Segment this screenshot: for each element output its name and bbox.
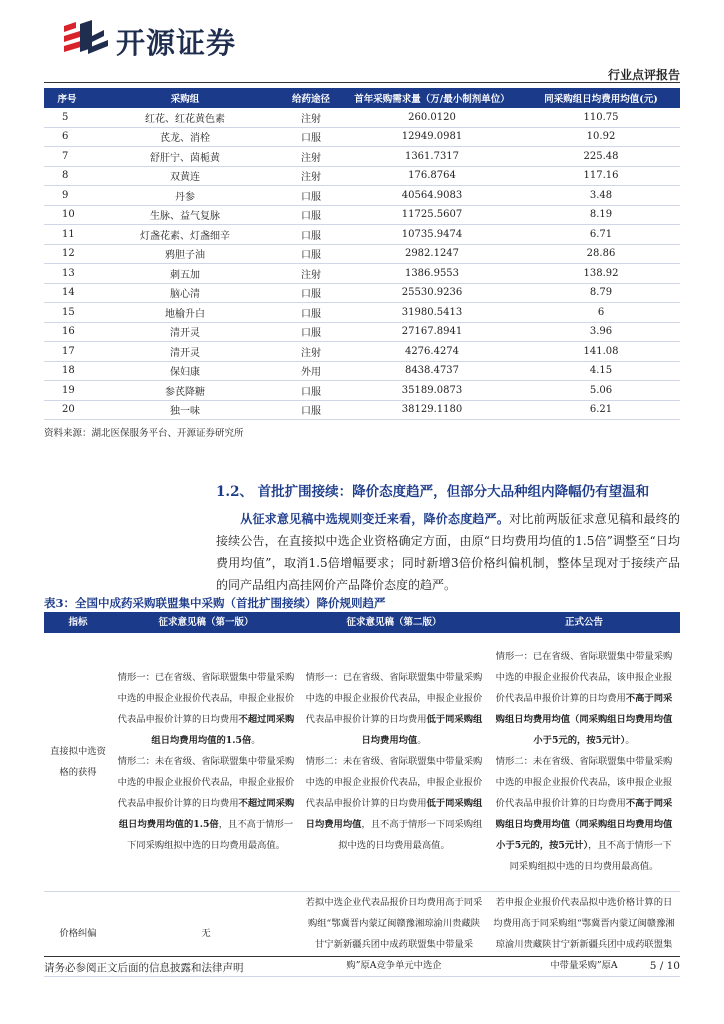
table-cell: 8.79 xyxy=(522,283,680,303)
table-row xyxy=(44,186,680,206)
table-cell: 鸦胆子油 xyxy=(90,244,280,264)
table-cell: 清开灵 xyxy=(90,322,280,342)
row-label: 直接拟中选资格的获得 xyxy=(44,633,112,891)
company-logo xyxy=(58,18,236,64)
table-cell: 口服 xyxy=(280,205,342,225)
table-cell: 注射 xyxy=(280,342,342,362)
table-row xyxy=(44,166,680,186)
table-source: 资料来源：湖北医保服务平台、开源证券研究所 xyxy=(44,428,244,439)
table-row xyxy=(44,400,680,420)
table-cell: 灯盏花素、灯盏细辛 xyxy=(90,225,280,245)
table-cell: 独一味 xyxy=(90,400,280,420)
table-cell: 脑心清 xyxy=(90,283,280,303)
table-cell: 18 xyxy=(44,361,90,381)
table-cell: 1361.7317 xyxy=(342,147,522,167)
col-header: 序号 xyxy=(44,88,90,108)
table-title: 表3：全国中成药采购联盟集中采购（首批扩围接续）降价规则趋严 xyxy=(44,596,386,610)
col-header: 采购组 xyxy=(90,88,280,108)
table-row xyxy=(44,225,680,245)
table-row xyxy=(44,244,680,264)
table-cell: 参芪降糖 xyxy=(90,381,280,401)
table-cell: 11725.5607 xyxy=(342,205,522,225)
logo-mark-icon xyxy=(58,18,110,64)
report-type: 行业点评报告 xyxy=(607,68,680,82)
col-header: 征求意见稿（第一版） xyxy=(112,612,300,633)
col-header: 征求意见稿（第二版） xyxy=(300,612,488,633)
table-row xyxy=(44,322,680,342)
procurement-table xyxy=(44,88,680,420)
table-cell: 8.19 xyxy=(522,205,680,225)
table-cell: 10735.9474 xyxy=(342,225,522,245)
table-cell: 7 xyxy=(44,147,90,167)
table-row xyxy=(44,205,680,225)
disclaimer: 请务必参阅正文后面的信息披露和法律声明 xyxy=(44,962,244,974)
rules-table xyxy=(44,612,680,977)
table-cell: 20 xyxy=(44,400,90,420)
table-cell: 口服 xyxy=(280,244,342,264)
table-cell: 舒肝宁、茵栀黄 xyxy=(90,147,280,167)
table-cell: 双黄连 xyxy=(90,166,280,186)
table-header-row xyxy=(44,88,680,108)
table-row xyxy=(44,264,680,284)
table-cell: 口服 xyxy=(280,283,342,303)
table-cell: 6 xyxy=(44,127,90,147)
table-cell: 8438.4737 xyxy=(342,361,522,381)
footer-divider xyxy=(44,956,680,957)
section-title: 1.2、 首批扩围接续：降价态度趋严，但部分大品种组内降幅仍有望温和 xyxy=(216,484,650,500)
cell-v2: 情形一：已在省级、省际联盟集中带量采购中选的申报企业报价代表品，申报企业报价代表品申报价计算的日均费用低于同采购组日均费用均值。 情形二：未在省级、省际联盟集中带量采购中选的申报企业报价代表品，申报企业报价代表品申报价计算的日均费用低于同采购组日均费用均值，且不高于情形一下同采购组拟中选的日均费用最高值。 xyxy=(300,633,488,891)
table-row xyxy=(44,127,680,147)
table-cell: 口服 xyxy=(280,322,342,342)
table-cell: 外用 xyxy=(280,361,342,381)
table-row xyxy=(44,633,680,891)
table-cell: 31980.5413 xyxy=(342,303,522,323)
table-cell: 5 xyxy=(44,108,90,127)
table-cell: 注射 xyxy=(280,166,342,186)
table-cell: 27167.8941 xyxy=(342,322,522,342)
paragraph-body: 对比前两版征求意见稿和最终的接续公告，在直接拟中选企业资格确定方面，由原“日均费用均值的1.5倍”调整至“日均费用均值”，取消1.5倍增幅要求；同时新增3倍价格纠偏机制，整体呈现对于接续产品的同产品组内高挂网价产品降价态度的趋严。 xyxy=(216,512,680,592)
table-row xyxy=(44,147,680,167)
table-cell: 3.48 xyxy=(522,186,680,206)
table-cell: 28.86 xyxy=(522,244,680,264)
col-header: 首年采购需求量（万/最小制剂单位） xyxy=(342,88,522,108)
table-cell: 10.92 xyxy=(522,127,680,147)
cell-v1: 无 xyxy=(112,891,300,976)
table-cell: 40564.9083 xyxy=(342,186,522,206)
table-cell: 9 xyxy=(44,186,90,206)
cell-v2: 若拟中选企业代表品报价日均费用高于同采购组“鄂冀晋内蒙辽闽赣豫湘琼渝川贵藏陕甘宁新新疆兵团中成药联盟集中带量采购”原A竞争单元中选企 xyxy=(300,891,488,976)
table-row xyxy=(44,303,680,323)
table-cell: 口服 xyxy=(280,381,342,401)
table-cell: 12949.0981 xyxy=(342,127,522,147)
table-cell: 141.08 xyxy=(522,342,680,362)
table-cell: 1386.9553 xyxy=(342,264,522,284)
table-cell: 口服 xyxy=(280,303,342,323)
table-cell: 110.75 xyxy=(522,108,680,127)
table-row xyxy=(44,283,680,303)
section-paragraph xyxy=(216,508,680,596)
table-cell: 注射 xyxy=(280,108,342,127)
cell-v3: 情形一：已在省级、省际联盟集中带量采购中选的申报企业报价代表品，该申报企业报价代表品申报价计算的日均费用不高于同采购组日均费用均值（同采购组日均费用均值小于5元的，按5元计）。 情形二：未在省级、省际联盟集中带量采购中选的申报企业报价代表品，该申报企业报价代表品申报价计算的日均费用不高于同采购组日均费用均值（同采购组日均费用均值小于5元的，按5元计），且不高于情形一下同采购组拟中选的日均费用最高值。 xyxy=(488,633,680,891)
table-cell: 6 xyxy=(522,303,680,323)
table-cell: 6.21 xyxy=(522,400,680,420)
table-cell: 176.8764 xyxy=(342,166,522,186)
table-cell: 35189.0873 xyxy=(342,381,522,401)
cell-v3: 若申报企业报价代表品拟中选价格计算的日均费用高于同采购组“鄂冀晋内蒙辽闽赣豫湘琼渝川贵藏陕甘宁新新疆兵团中成药联盟集中带量采购”原A xyxy=(488,891,680,976)
table-cell: 11 xyxy=(44,225,90,245)
table-cell: 红花、红花黄色素 xyxy=(90,108,280,127)
row-label: 价格纠偏 xyxy=(44,891,112,976)
table-cell: 12 xyxy=(44,244,90,264)
col-header: 同采购组日均费用均值(元) xyxy=(522,88,680,108)
table-cell: 地榆升白 xyxy=(90,303,280,323)
table-cell: 保妇康 xyxy=(90,361,280,381)
table-cell: 口服 xyxy=(280,127,342,147)
page-number: 5 / 10 xyxy=(649,960,680,972)
paragraph-lead: 从征求意见稿中选规则变迁来看，降价态度趋严。 xyxy=(240,512,510,526)
table-cell: 13 xyxy=(44,264,90,284)
table-cell: 2982.1247 xyxy=(342,244,522,264)
table-cell: 6.71 xyxy=(522,225,680,245)
table-cell: 25530.9236 xyxy=(342,283,522,303)
col-header: 指标 xyxy=(44,612,112,633)
col-header: 给药途径 xyxy=(280,88,342,108)
table-cell: 注射 xyxy=(280,147,342,167)
table-cell: 口服 xyxy=(280,225,342,245)
table-row xyxy=(44,108,680,127)
header-divider xyxy=(44,82,680,83)
table-cell: 丹参 xyxy=(90,186,280,206)
table-cell: 8 xyxy=(44,166,90,186)
table-cell: 3.96 xyxy=(522,322,680,342)
table-cell: 4.15 xyxy=(522,361,680,381)
table-cell: 225.48 xyxy=(522,147,680,167)
table-cell: 5.06 xyxy=(522,381,680,401)
table-cell: 注射 xyxy=(280,264,342,284)
table-cell: 芪龙、消栓 xyxy=(90,127,280,147)
table-cell: 口服 xyxy=(280,186,342,206)
table-cell: 15 xyxy=(44,303,90,323)
table-cell: 19 xyxy=(44,381,90,401)
table-row xyxy=(44,361,680,381)
table-cell: 刺五加 xyxy=(90,264,280,284)
table-cell: 16 xyxy=(44,322,90,342)
table-cell: 117.16 xyxy=(522,166,680,186)
table-cell: 4276.4274 xyxy=(342,342,522,362)
col-header: 正式公告 xyxy=(488,612,680,633)
table-header-row xyxy=(44,612,680,633)
logo-text: 开源证券 xyxy=(116,25,237,60)
table-cell: 清开灵 xyxy=(90,342,280,362)
table-cell: 生脉、益气复脉 xyxy=(90,205,280,225)
table-cell: 口服 xyxy=(280,400,342,420)
table-row xyxy=(44,381,680,401)
table-cell: 10 xyxy=(44,205,90,225)
table-cell: 38129.1180 xyxy=(342,400,522,420)
table-row xyxy=(44,342,680,362)
table-cell: 17 xyxy=(44,342,90,362)
table-cell: 260.0120 xyxy=(342,108,522,127)
cell-v1: 情形一：已在省级、省际联盟集中带量采购中选的申报企业报价代表品，申报企业报价代表品申报价计算的日均费用不超过同采购组日均费用均值的1.5倍。 情形二：未在省级、省际联盟集中带量采购中选的申报企业报价代表品，申报企业报价代表品申报价计算的日均费用不超过同采购组日均费用均值的1.5倍，且不高于情形一下同采购组拟中选的日均费用最高值。 xyxy=(112,633,300,891)
table-cell: 14 xyxy=(44,283,90,303)
table-cell: 138.92 xyxy=(522,264,680,284)
